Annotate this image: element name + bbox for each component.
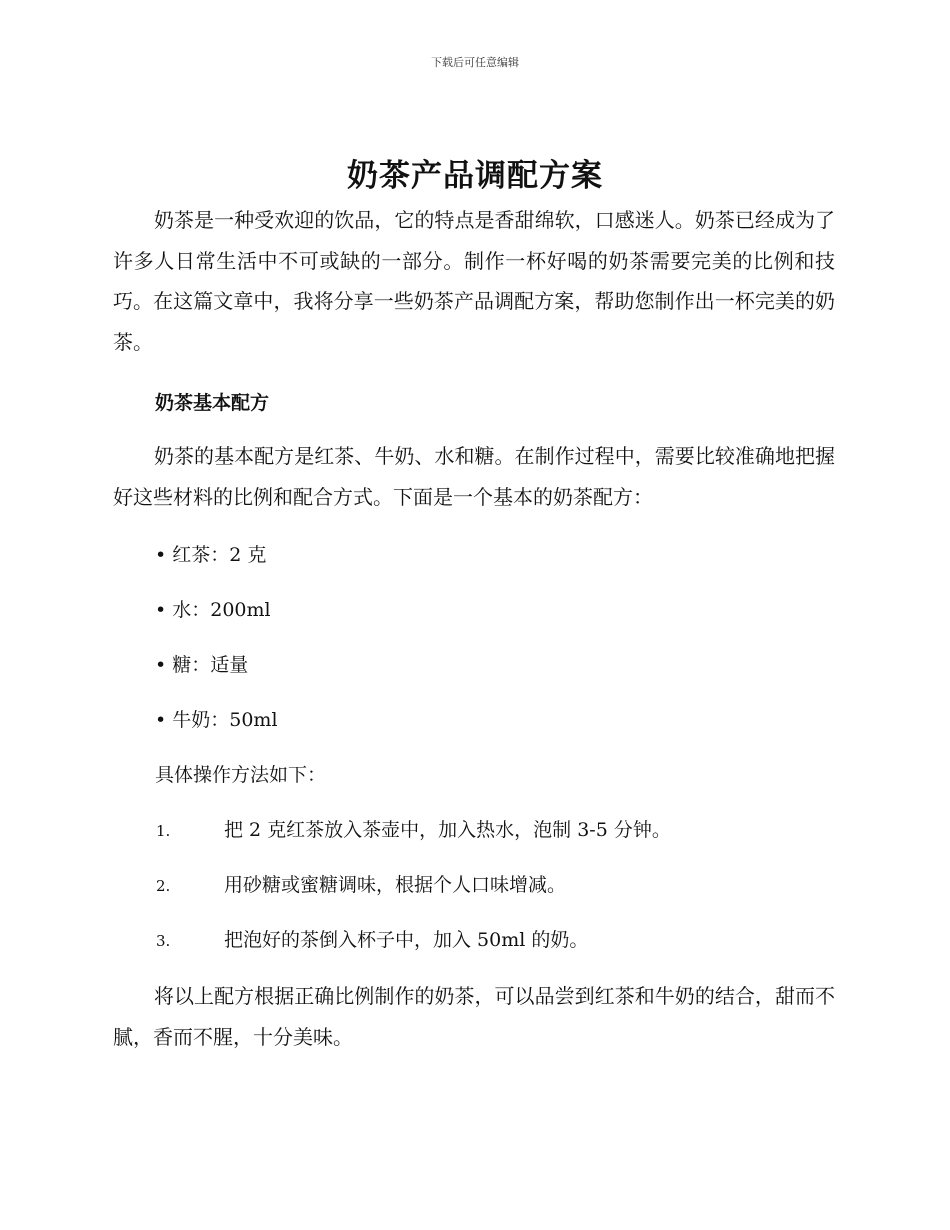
step-text: 把泡好的茶倒入杯子中，加入 50ml 的奶。: [224, 929, 589, 951]
ingredient-item: • 糖：适量: [155, 654, 249, 676]
page-title: 奶茶产品调配方案: [347, 158, 603, 194]
section-body-paragraph: 奶茶的基本配方是红茶、牛奶、水和糖。在制作过程中，需要比较准确地把握好这些材料的比例和配合方式。下面是一个基本的奶茶配方：: [113, 444, 835, 509]
section-heading: 奶茶基本配方: [155, 392, 270, 414]
header-note: 下载后可任意编辑: [431, 56, 519, 69]
ingredient-item: • 牛奶：50ml: [155, 709, 278, 731]
conclusion-paragraph: 将以上配方根据正确比例制作的奶茶，可以品尝到红茶和牛奶的结合，甜而不腻，香而不腥，十分美味。: [113, 984, 835, 1049]
step-number: 1.: [156, 822, 171, 840]
step-number: 3.: [156, 932, 171, 950]
step-item: [113, 925, 588, 952]
step-text: 用砂糖或蜜糖调味，根据个人口味增减。: [224, 874, 567, 896]
ingredient-item: • 红茶：2 克: [155, 544, 267, 566]
step-item: [113, 815, 671, 842]
method-intro: 具体操作方法如下：: [155, 764, 327, 786]
step-text: 把 2 克红茶放入茶壶中，加入热水，泡制 3-5 分钟。: [224, 819, 671, 841]
step-item: [113, 870, 566, 897]
ingredient-item: • 水：200ml: [155, 599, 271, 621]
intro-paragraph: 奶茶是一种受欢迎的饮品，它的特点是香甜绵软，口感迷人。奶茶已经成为了许多人日常生活中不可或缺的一部分。制作一杯好喝的奶茶需要完美的比例和技巧。在这篇文章中，我将分享一些奶茶产品调配方案，帮助您制作出一杯完美的奶茶。: [113, 208, 835, 354]
step-number: 2.: [156, 877, 171, 895]
